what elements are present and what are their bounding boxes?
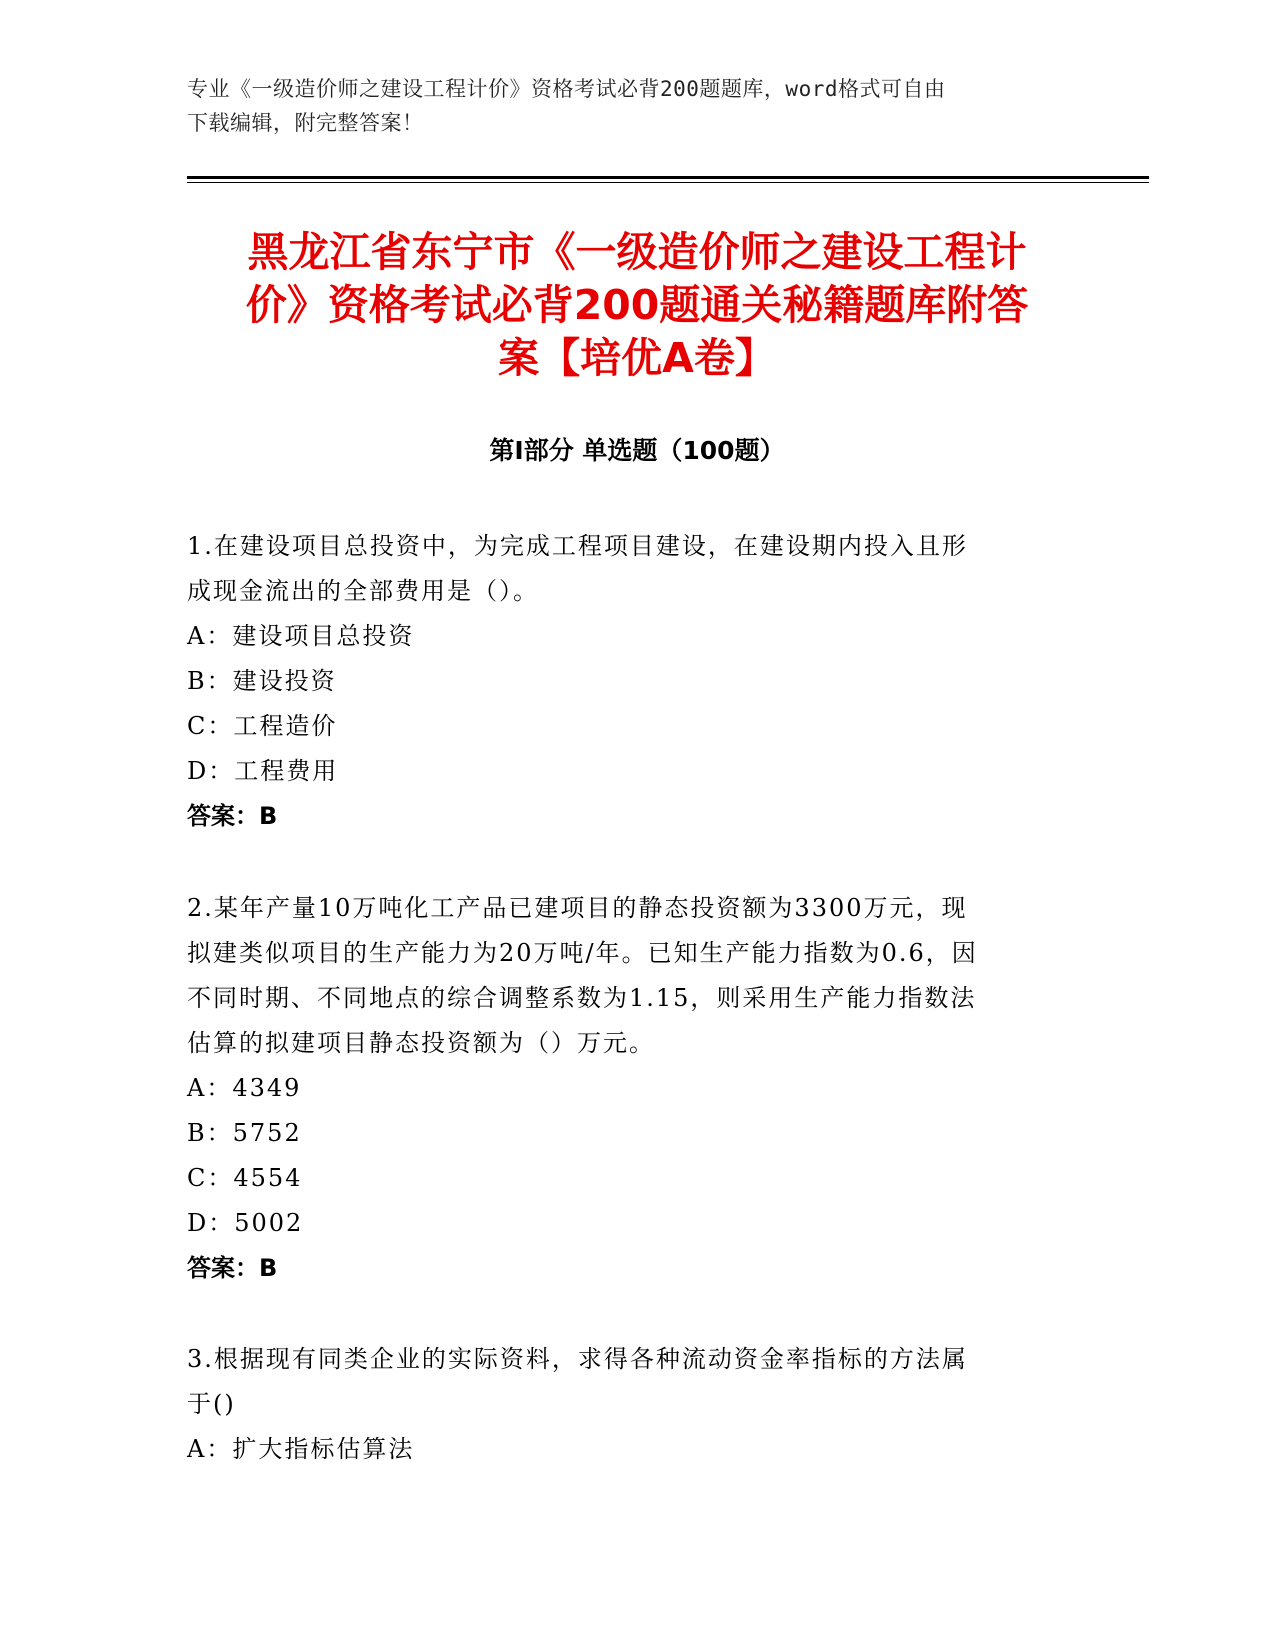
question-1 — [187, 524, 1067, 839]
option-b: B：5752 — [187, 1119, 302, 1147]
question-3 — [187, 1337, 1067, 1472]
question-stem-line: 不同时期、不同地点的综合调整系数为1.15，则采用生产能力指数法 — [187, 984, 977, 1012]
title-line: 案【培优A卷】 — [498, 334, 776, 382]
option-d: D：5002 — [187, 1209, 304, 1237]
question-stem-line: 拟建类似项目的生产能力为20万吨/年。已知生产能力指数为0.6，因 — [187, 939, 978, 967]
option-c: C：工程造价 — [187, 712, 338, 740]
option-b: B：建设投资 — [187, 667, 337, 695]
question-stem-line: 于() — [187, 1390, 236, 1418]
header-rule-thin — [187, 182, 1149, 183]
document-title — [187, 226, 1087, 385]
header-note-line: 下载编辑，附完整答案！ — [187, 111, 424, 135]
question-stem-line: 2.某年产量10万吨化工产品已建项目的静态投资额为3300万元，现 — [187, 894, 968, 922]
header-note-line: 专业《一级造价师之建设工程计价》资格考试必背200题题库，word格式可自由 — [187, 77, 946, 101]
option-a: A：扩大指标估算法 — [187, 1435, 415, 1463]
question-stem-line: 1.在建设项目总投资中，为完成工程项目建设，在建设期内投入且形 — [187, 532, 968, 560]
option-c: C：4554 — [187, 1164, 303, 1192]
header-rule-thick — [187, 176, 1149, 179]
option-a: A：4349 — [187, 1074, 302, 1102]
answer: 答案：B — [187, 1254, 278, 1282]
section-heading: 第Ⅰ部分 单选题（100题） — [489, 436, 785, 465]
question-stem-line: 成现金流出的全部费用是（）。 — [187, 577, 539, 605]
title-line: 价》资格考试必背200题通关秘籍题库附答 — [245, 281, 1029, 329]
question-stem-line: 3.根据现有同类企业的实际资料，求得各种流动资金率指标的方法属 — [187, 1345, 968, 1373]
option-a: A：建设项目总投资 — [187, 622, 415, 650]
header-note — [187, 72, 1067, 140]
answer: 答案：B — [187, 802, 278, 830]
question-stem-line: 估算的拟建项目静态投资额为（）万元。 — [187, 1029, 655, 1057]
title-line: 黑龙江省东宁市《一级造价师之建设工程计 — [247, 228, 1027, 276]
option-d: D：工程费用 — [187, 757, 339, 785]
question-2 — [187, 886, 1067, 1291]
